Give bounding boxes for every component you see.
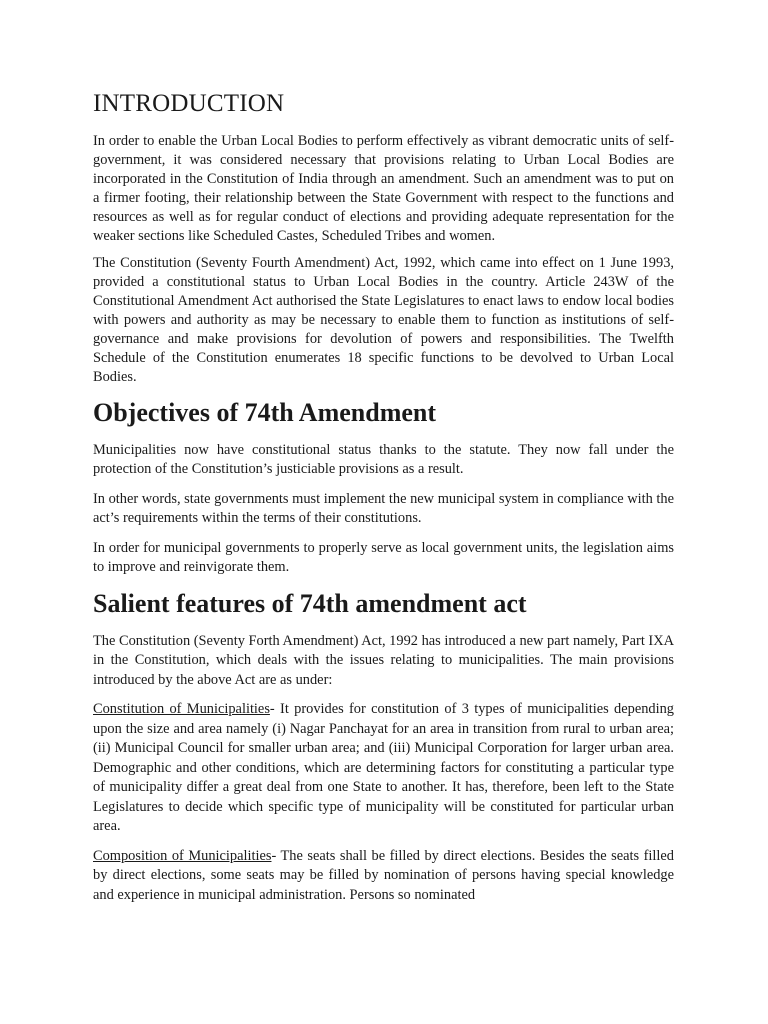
composition-text: - The seats shall be filled by direct elections. Besides the seats filled by direct elections, some seats may be filled by nomination of persons having special knowledge and experience in municipal administration. Persons so nominated — [93, 847, 675, 903]
composition-subheading: Composition of Municipalities — [93, 847, 272, 864]
document-page — [93, 88, 674, 915]
salient-features-section — [93, 632, 674, 906]
objectives-heading: Objectives of 74th Amendment — [93, 397, 437, 427]
introduction-heading: INTRODUCTION — [93, 90, 285, 117]
constitution-text: - It provides for constitution of 3 types of municipalities depending upon the size and area namely (i) Nagar Panchayat for an area in transition from rural to urban area; (ii) Municipal Council for smaller urban area; and (iii) Municipal Corporation for larger urban area. Demographic and other conditions, which are determining factors for constituting a particular type of municipality differ a great deal from one State to another. It has, therefore, been left to the State Legislatures to decide which specific type of municipality will be constituted for particular urban area. — [93, 701, 674, 835]
constitution-paragraph — [93, 700, 674, 837]
intro-paragraph-2: The Constitution (Seventy Fourth Amendment) Act, 1992, which came into effect on 1 June 1993, provided a constitutional status to Urban Local Bodies in the country. Article 243W of the Constitutional Amendment Act authorised the State Legislatures to enact laws to endow local bodies with powers and authority as may be necessary to enable them to function as institutions of self-governance and make provisions for devolution of powers and responsibilities. The Twelfth Schedule of the Constitution enumerates 18 specific functions to be devolved to Urban Local Bodies. — [93, 255, 674, 385]
salient-paragraph-1: The Constitution (Seventy Forth Amendment) Act, 1992 has introduced a new part namely, Part IXA in the Constitution, which deals with the issues relating to municipalities. The main provisions introduced by the above Act are as under: — [93, 632, 674, 688]
objectives-paragraph-1: Municipalities now have constitutional status thanks to the statute. They now fall under the protection of the Constitution’s justiciable provisions as a result. — [93, 441, 674, 478]
intro-paragraph-1: In order to enable the Urban Local Bodies to perform effectively as vibrant democratic units of self-government, it was considered necessary that provisions relating to Urban Local Bodies are incorporated in the Constitution of India through an amendment. Such an amendment was to put on a firmer footing, their relationship between the State Government with respect to the functions and resources as well as for regular conduct of elections and providing adequate representation for the weaker sections like Scheduled Castes, Scheduled Tribes and women. — [93, 133, 674, 244]
composition-paragraph — [93, 847, 674, 906]
objectives-paragraph-2: In other words, state governments must implement the new municipal system in compliance with the act’s requirements within the terms of their constitutions. — [93, 490, 674, 527]
objectives-section — [93, 441, 674, 578]
objectives-paragraph-3: In order for municipal governments to properly serve as local government units, the legislation aims to improve and reinvigorate them. — [93, 539, 674, 576]
salient-features-heading: Salient features of 74th amendment act — [93, 588, 527, 618]
constitution-subheading: Constitution of Municipalities — [93, 701, 270, 718]
